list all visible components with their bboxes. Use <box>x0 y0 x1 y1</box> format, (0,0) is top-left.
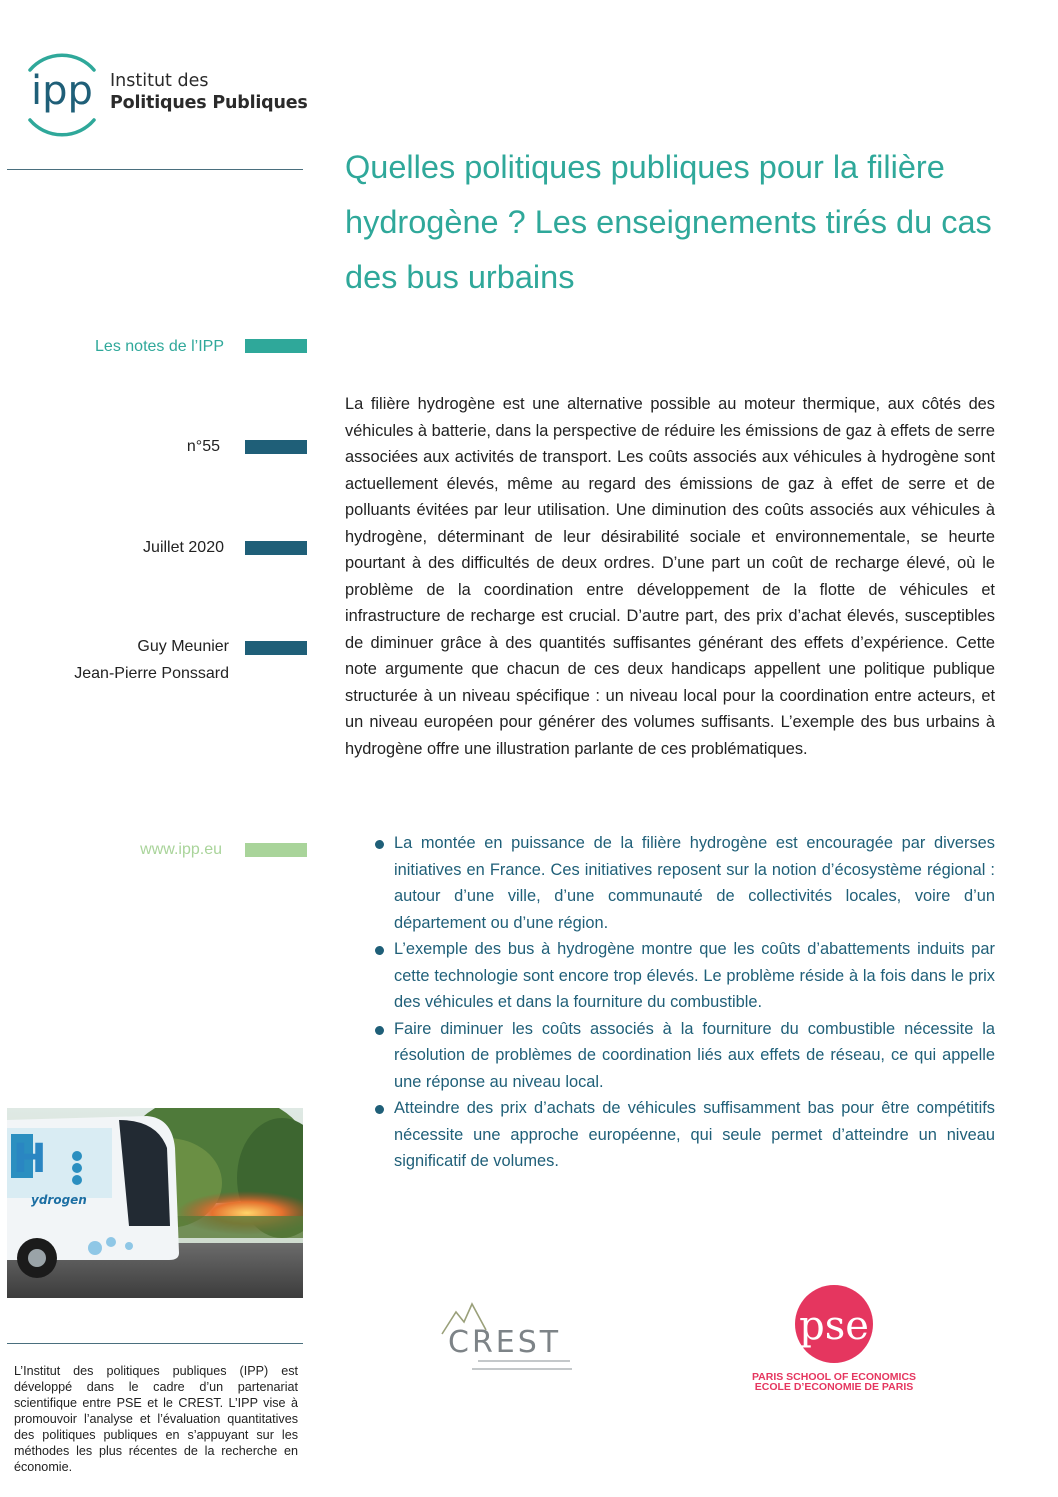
bullet-icon <box>375 840 384 849</box>
key-point: La montée en puissance de la filière hydrogène est encouragée par diverses initiatives en France. Ces initiatives reposent sur la notion d’écosystème régional : autour d’une ville, d’une communauté de collectivités locales, voire d’un département ou d’une région. <box>372 830 995 936</box>
abstract-paragraph: La filière hydrogène est une alternative possible au moteur thermique, aux côtés des véhicules à batterie, dans la perspective de réduire les émissions de gaz à effets de serre associées aux activités de transport. Les coûts associés aux véhicules à hydrogène sont actuellement élevés, même au regard des émissions de gaz à effet de serre et de polluants évitées par leur utilisation. Une diminution des coûts associés aux véhicules à hydrogène, déterminant de leur désirabilité sociale et environnementale, se heurte pourtant à des difficultés de deux ordres. D’une part un coût de recharge élevé, où le problème de la coordination entre développement de la flotte de véhicules et infrastructure de recharge est crucial. D’autre part, des prix d’achat élevés, susceptibles de diminuer grâce à des quantités suffisantes générant des effets d’expérience. Cette note argumente que chacun de ces deux handicaps appellent une politique publique structurée à un niveau spécifique : un niveau local pour la coordination entre acteurs, et un niveau européen pour générer des volumes suffisants. L’exemple des bus urbains à hydrogène offre une illustration parlante de ces problématiques. <box>345 395 995 758</box>
page-title: Quelles politiques publiques pour la filière hydrogène ? Les enseignements tirés du cas des bus urbains <box>345 149 992 295</box>
key-point: Faire diminuer les coûts associés à la fourniture du combustible nécessite la résolution de problèmes de coordination liés aux effets de réseau, ce qui appelle une réponse au niveau local. <box>372 1016 995 1096</box>
issue-bar <box>245 440 307 454</box>
publication-date: Juillet 2020 <box>143 539 224 556</box>
logo-line1: Institut des <box>110 71 209 91</box>
author-1: Guy Meunier <box>137 638 229 655</box>
key-point: Atteindre des prix d’achats de véhicules suffisamment bas pour être compétitifs nécessite une approche européenne, qui seule permet d’atteindre un niveau significatif de volumes. <box>372 1095 995 1175</box>
svg-text:ECOLE D’ECONOMIE DE PARIS: ECOLE D’ECONOMIE DE PARIS <box>754 1381 914 1393</box>
svg-text:H: H <box>13 1136 47 1182</box>
svg-text:PARIS SCHOOL OF ECONOMICS: PARIS SCHOOL OF ECONOMICS <box>752 1371 917 1383</box>
author-bar <box>245 641 307 655</box>
footer-rule <box>7 1343 303 1344</box>
key-points-list <box>372 830 995 1175</box>
svg-text:CREST: CREST <box>448 1325 562 1360</box>
bullet-icon <box>375 1105 384 1114</box>
logo-line2: Politiques Publiques <box>110 93 308 113</box>
crest-logo <box>438 1296 583 1381</box>
series-label: Les notes de l’IPP <box>95 338 224 355</box>
issue-number: n°55 <box>186 438 220 455</box>
date-bar <box>245 541 307 555</box>
svg-text:pse: pse <box>799 1303 869 1349</box>
ipp-logo-mark <box>22 42 102 147</box>
bullet-icon <box>375 1026 384 1035</box>
hydrogen-bus-photo <box>7 1108 303 1298</box>
ipp-logo-text <box>110 70 308 114</box>
svg-text:ipp: ipp <box>31 68 93 114</box>
ipp-logo <box>22 42 312 147</box>
header-rule <box>7 169 303 170</box>
bullet-icon <box>375 946 384 955</box>
website-link[interactable]: www.ipp.eu <box>140 841 222 858</box>
svg-text:ydrogen: ydrogen <box>31 1193 87 1207</box>
author-2: Jean-Pierre Ponssard <box>74 665 229 682</box>
ipp-description: L’Institut des politiques publiques (IPP) est développé dans le cadre d’un partenariat scientifique entre PSE et le CREST. L’IPP vise à promouvoir l’analyse et l’évaluation quantitatives des politiques publiques en s’appuyant sur les méthodes les plus récentes de la recherche en économie. <box>14 1364 298 1474</box>
key-point: L’exemple des bus à hydrogène montre que les coûts d’abattements induits par cette technologie sont encore trop élevés. Le problème réside à la fois dans le prix des véhicules et dans la fourniture du combustible. <box>372 936 995 1016</box>
series-bar <box>245 339 307 353</box>
website-bar <box>245 843 307 857</box>
pse-logo <box>752 1283 917 1393</box>
